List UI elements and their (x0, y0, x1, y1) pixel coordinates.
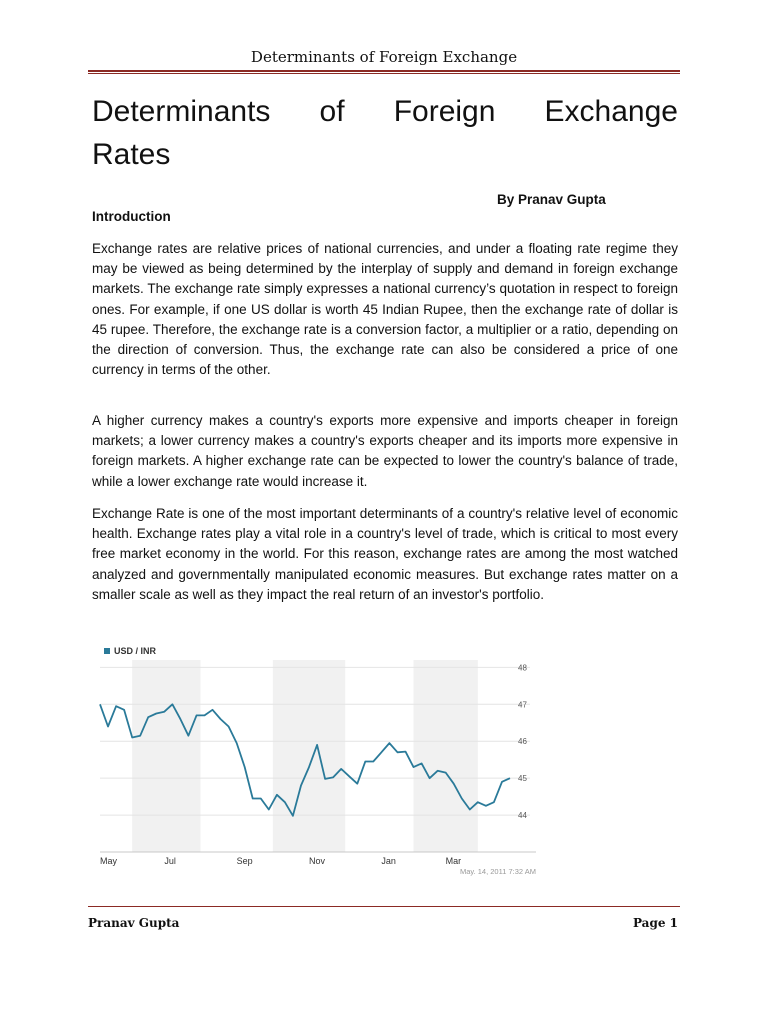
section-heading: Introduction (92, 209, 171, 224)
usd-inr-chart (92, 640, 540, 880)
title-word: Exchange (544, 95, 678, 128)
x-tick-label: May (100, 856, 118, 866)
y-tick-label: 46 (518, 737, 527, 747)
footer-author: Pranav Gupta (88, 916, 180, 930)
paragraph: A higher currency makes a country's exports more expensive and imports cheaper in foreign markets; a lower currency makes a country's exports cheaper and its imports more expensive in foreign markets. A higher exchange rate can be expected to lower the country's balance of trade, while a lower exchange rate would increase it. (92, 413, 678, 489)
running-header: Determinants of Foreign Exchange (250, 48, 518, 66)
grid-band (273, 660, 345, 852)
y-tick-label: 47 (518, 700, 527, 710)
y-tick-label: 44 (518, 811, 527, 821)
x-tick-label: Jul (164, 856, 176, 866)
title-word: of (319, 95, 345, 128)
paragraph: Exchange rates are relative prices of national currencies, and under a floating rate regime they may be viewed as being determined by the interplay of supply and demand in foreign exchange markets. The exchange rate simply expresses a national currency’s quotation in respect to foreign ones. For example, if one US dollar is worth 45 Indian Rupee, then the exchange rate of dollar is 45 rupee. Therefore, the exchange rate is a conversion factor, a multiplier or a ratio, depending on the direction of conversion. Thus, the exchange rate can also be considered a price of one currency in terms of the other. (92, 241, 678, 378)
header-rule (88, 70, 680, 74)
x-tick-label: Nov (309, 856, 326, 866)
grid-band (132, 660, 200, 852)
author-byline: By Pranav Gupta (497, 192, 606, 207)
title-line-2: Rates (92, 138, 171, 171)
grid-band (414, 660, 478, 852)
x-tick-label: Jan (381, 856, 396, 866)
title-word: Determinants (92, 95, 271, 128)
legend-label: USD / INR (114, 646, 157, 656)
paragraph: Exchange Rate is one of the most important determinants of a country's relative level of economic health. Exchange rates play a vital role in a country's level of trade, which is critical to most every free market economy in the world. For this reason, exchange rates are among the most watched analyzed and governmentally manipulated economic measures. But exchange rates matter on a smaller scale as well as they impact the real return of an investor's portfolio. (92, 506, 678, 602)
chart-svg (92, 640, 540, 880)
x-tick-label: Sep (236, 856, 253, 866)
page-number: Page 1 (632, 916, 678, 930)
chart-timestamp: May. 14, 2011 7:32 AM (459, 867, 536, 876)
title-word: Foreign (393, 95, 496, 128)
footer-rule (88, 906, 680, 907)
y-tick-label: 48 (518, 663, 527, 673)
legend-swatch (104, 648, 110, 654)
document-title (92, 90, 678, 176)
y-tick-label: 45 (518, 774, 527, 784)
x-tick-label: Mar (445, 856, 462, 866)
title-line-1 (92, 90, 678, 133)
